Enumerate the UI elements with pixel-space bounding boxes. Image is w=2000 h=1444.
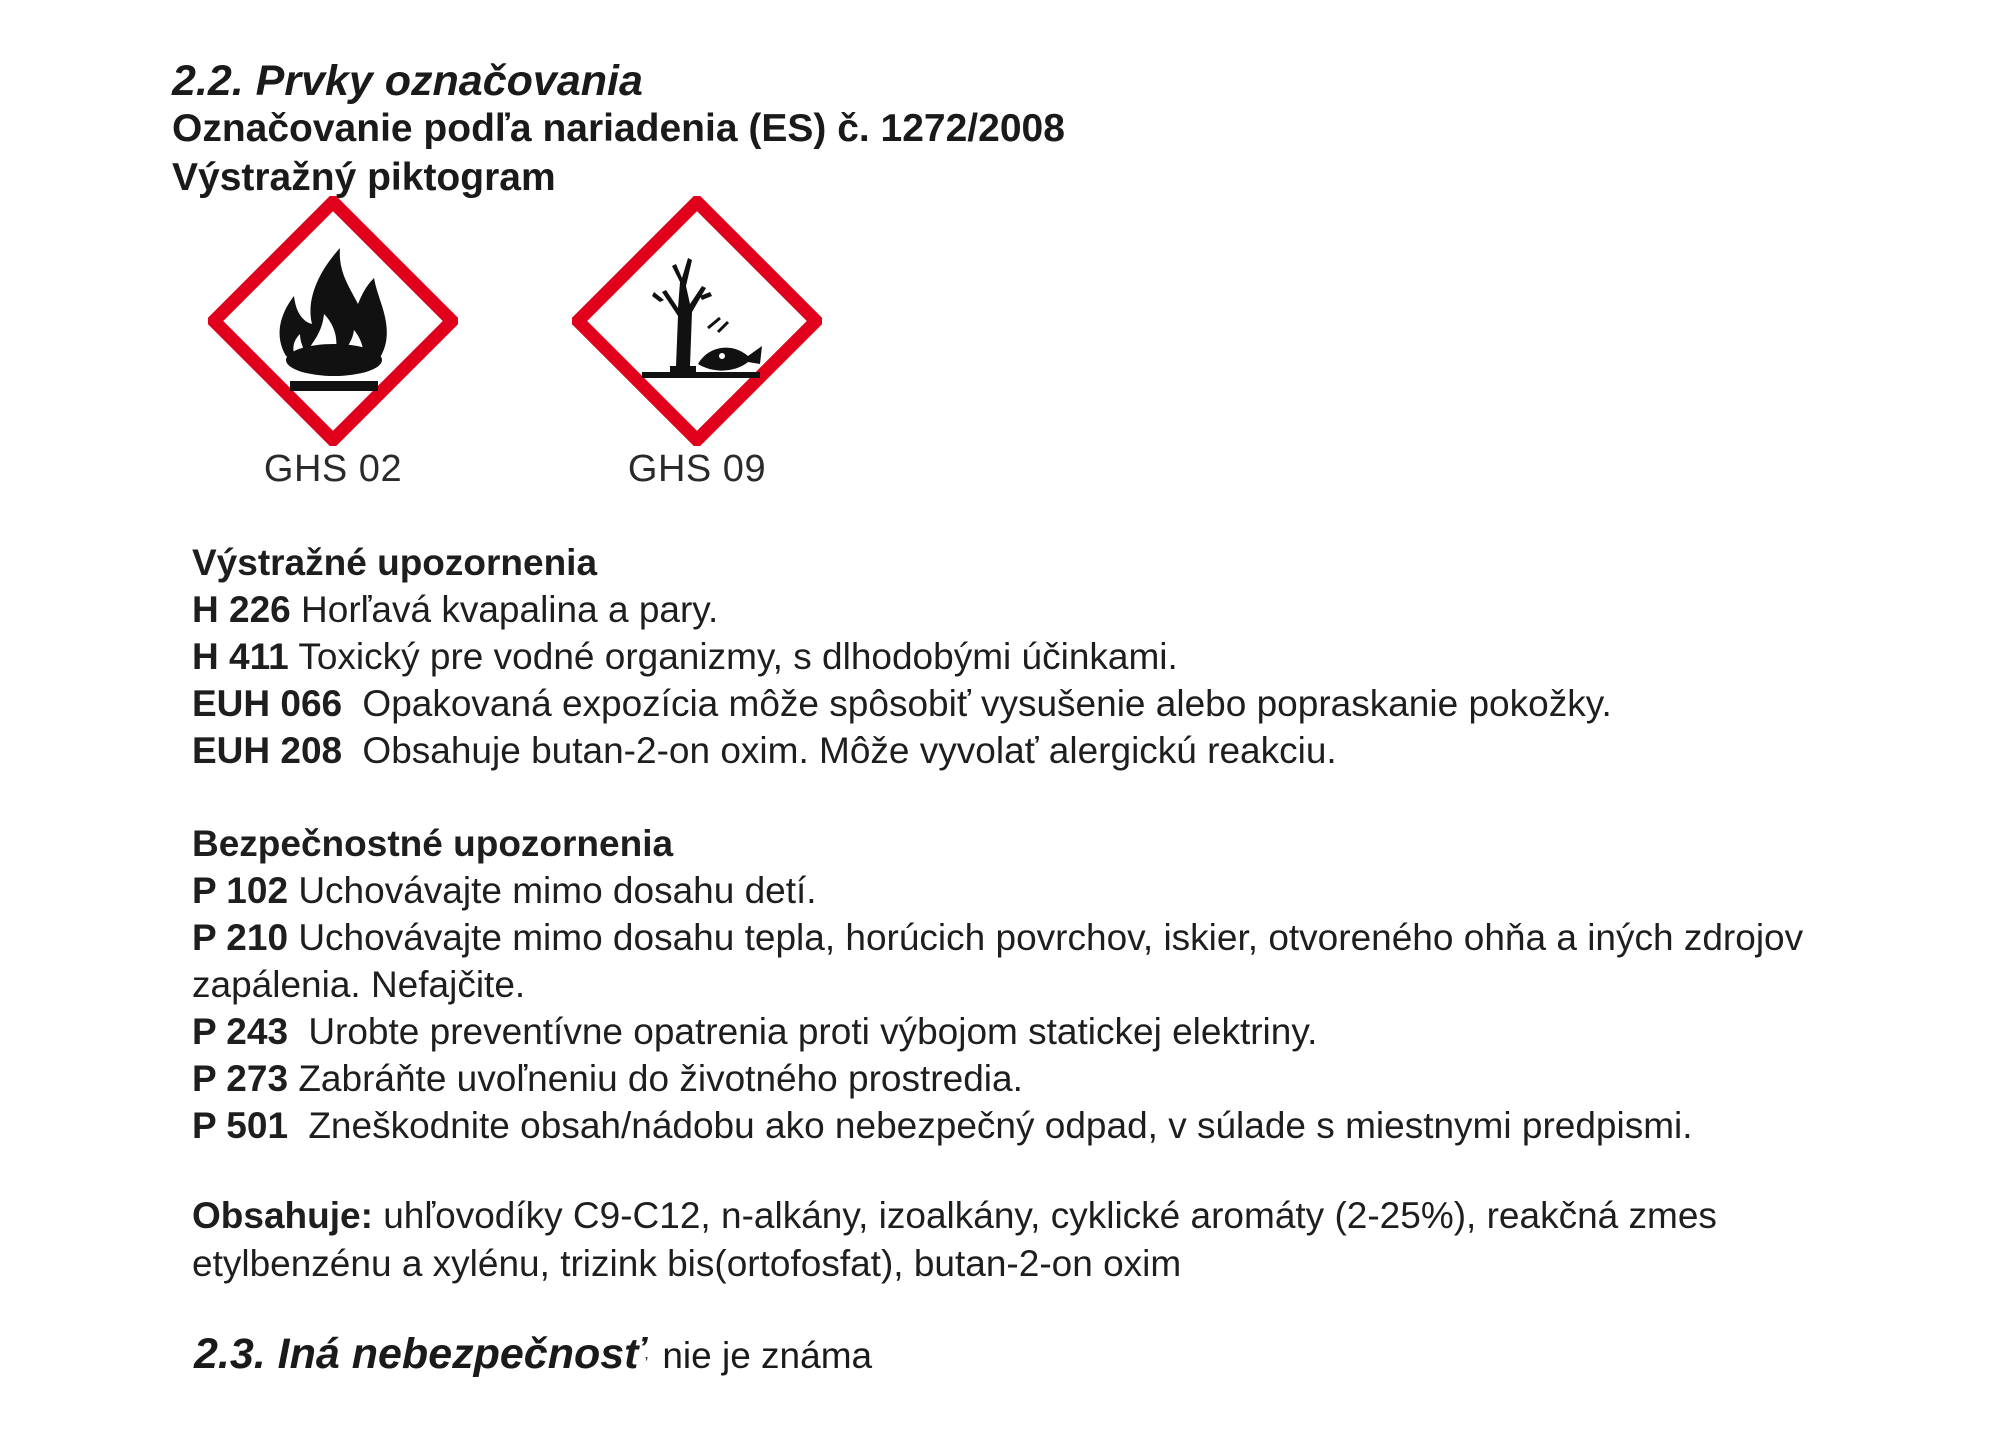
precautionary-statements-title: Bezpečnostné upozornenia [192, 823, 674, 864]
statement-text: Obsahuje butan-2-on oxim. Môže vyvolať alergickú reakciu. [362, 730, 1337, 771]
statement-code: H 411 [192, 636, 289, 677]
flame-icon [208, 196, 458, 446]
statement-code: P 102 [192, 870, 289, 911]
pictogram-group [200, 196, 840, 490]
statement-text: Horľavá kvapalina a pary. [301, 589, 719, 630]
statement-code: P 243 [192, 1011, 289, 1052]
environment-icon [572, 196, 822, 446]
hazard-statement [192, 727, 1872, 774]
precautionary-statements [192, 820, 1872, 1149]
contains-paragraph [192, 1192, 1842, 1288]
other-hazards-value: nie je známa [662, 1335, 873, 1376]
hazard-statements-title: Výstražné upozornenia [192, 542, 598, 583]
hazard-statement [192, 586, 1872, 633]
regulation-heading: Označovanie podľa nariadenia (ES) č. 1272/2008 [172, 107, 1065, 150]
statement-code: EUH 208 [192, 730, 343, 771]
hazard-statement [192, 680, 1872, 727]
contains-text: uhľovodíky C9-C12, n-alkány, izoalkány, cyklické aromáty (2-25%), reakčná zmes etylbenzénu a xylénu, trizink bis(ortofosfat), butan-2-on oxim [192, 1195, 1717, 1284]
hazard-statements [192, 539, 1872, 774]
statement-code: H 226 [192, 589, 291, 630]
pictogram-ghs09 [572, 196, 822, 491]
statement-code: P 210 [192, 917, 289, 958]
precautionary-statement [192, 914, 1852, 1008]
precautionary-statement [192, 867, 1872, 914]
pictogram-heading: Výstražný piktogram [172, 156, 556, 199]
statement-text: Uchovávajte mimo dosahu detí. [298, 870, 817, 911]
statement-text: Zabráňte uvoľneniu do životného prostredia. [298, 1058, 1023, 1099]
other-hazards: 2.3. Iná nebezpečnosť’ nie je známa [194, 1330, 873, 1378]
statement-text: Zneškodnite obsah/nádobu ako nebezpečný odpad, v súlade s miestnymi predpismi. [308, 1105, 1693, 1146]
section-title: 2.2. Prvky označovania [172, 57, 643, 105]
precautionary-statement [192, 1102, 1872, 1149]
statement-code: EUH 066 [192, 683, 343, 724]
pictogram-label: GHS 09 [627, 448, 767, 490]
precautionary-statement [192, 1008, 1872, 1055]
contains-label: Obsahuje: [192, 1195, 373, 1236]
hazard-statement [192, 633, 1872, 680]
statement-code: P 501 [192, 1105, 289, 1146]
pictogram-label: GHS 02 [263, 448, 403, 490]
statement-text: Toxický pre vodné organizmy, s dlhodobými účinkami. [298, 636, 1178, 677]
statement-text: Uchovávajte mimo dosahu tepla, horúcich povrchov, iskier, otvoreného ohňa a iných zdrojov zapálenia. Nefajčite. [192, 917, 1804, 1005]
statement-text: Opakovaná expozícia môže spôsobiť vysušenie alebo popraskanie pokožky. [362, 683, 1612, 724]
other-hazards-title: 2.3. Iná nebezpečnosť [194, 1330, 645, 1378]
statement-code: P 273 [192, 1058, 289, 1099]
statement-text: Urobte preventívne opatrenia proti výbojom statickej elektriny. [308, 1011, 1318, 1052]
precautionary-statement [192, 1055, 1872, 1102]
pictogram-ghs02 [208, 196, 458, 491]
